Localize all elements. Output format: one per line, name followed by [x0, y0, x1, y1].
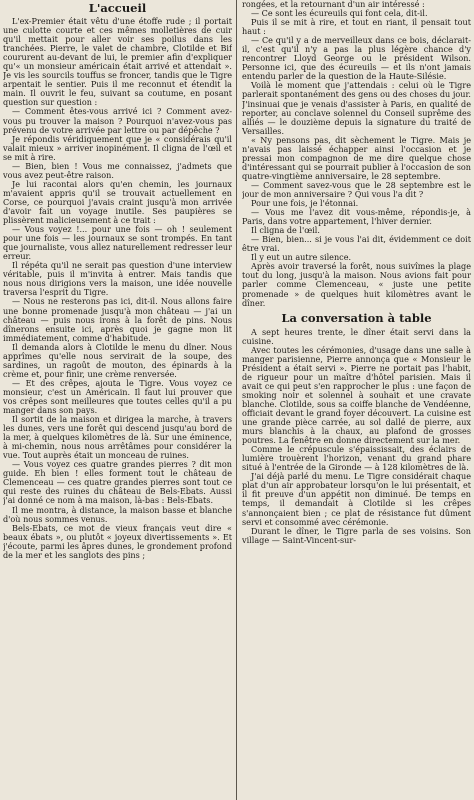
paragraph: Pour une fois, je l'étonnai. [251, 198, 359, 209]
paragraph: « Ny pensons pas, dit sèchement le Tigre. Mais je n'avais pas laissé échapper ainsi l'occasion et je pressai mon compagnon de me dire quelque chose d'intéressant qui se pourrait publier à l'occasion de son quatre-vingtième anniversaire, le 28 septembre. [242, 134, 471, 181]
paragraph: rongées, et la retournant d'un air intéressé : [242, 0, 425, 9]
paragraph: — Nous ne resterons pas ici, dit-il. Nous allons faire une bonne promenade jusqu'à mon château — j'ai un château — puis nous irons à la forêt de pins. Nous dînerons ensuite ici, après quoi je gagne mon lit immédiatement, comme d'habitude. [3, 296, 232, 343]
left-column [3, 0, 232, 800]
paragraph: — Comment savez-vous que le 28 septembre est le jour de mon anniversaire ? Qui vous l'a dit ? [242, 179, 471, 199]
paragraph: — Bien, bien ! Vous me connaissez, j'admets que vous avez peut-être raison. [3, 160, 232, 180]
paragraph: — Ce qu'il y a de merveilleux dans ce bois, déclarait-il, c'est qu'il n'y a pas la plus légère chance d'y rencontrer Lloyd George ou le président Wilson. Personne ici, que des écureuils — et ils n'ont jamais entendu parler de la question de la Haute-Silésie. [242, 35, 471, 82]
section-heading-accueil: L'accueil [88, 1, 147, 15]
paragraph: A sept heures trente, le dîner était servi dans la cuisine. [242, 326, 471, 346]
paragraph: Il me montra, à distance, la maison basse et blanche d'où nous sommes venus. [3, 504, 232, 524]
paragraph: Comme le crépuscule s'épaississait, des éclairs de lumière trouèrent l'horizon, venant du grand phare situé à l'entrée de la Gironde — à 128 kilomètres de là. [242, 444, 471, 473]
paragraph: Avec toutes les cérémonies, d'usage dans une salle à manger parisienne, Pierre annonça que « Monsieur le Président a était servi ». Pierre ne portait pas l'habit, de rigueur pour un maître d'hôtel parisien. Mais il avait ce qui peut s'en rapprocher le plus : une façon de smoking noir et solennel à souhait et une cravate blanche. Clotilde, sous sa coiffe blanche de Vendéenne, officiait devant le grand foyer découvert. La cuisine est une grande pièce carrée, au sol dallé de pierre, aux murs blanchis à la chaux, au plafond de grosses poutres. La fenêtre en donne directement sur la mer. [242, 344, 471, 446]
paragraph: Il répéta qu'il ne serait pas question d'une interview véritable, puis il m'invita à entrer. Mais tandis que nous nous dirigions vers la maison, une idée nouvelle traversa l'esprit du Tigre. [3, 260, 232, 298]
column-divider [236, 0, 237, 800]
paragraph: L'ex-Premier était vêtu d'une étoffe rude ; il portait une culotte courte et ces mêmes molletières de cuir qu'il mettait pour aller voir ses poilus dans les tranchées. Pierre, le valet de chambre, Clotilde et Bif coururent au-devant de lui, le premier afin d'expliquer qu'« un monsieur américain était arrivé et attendait ». Je vis les sourcils touffus se froncer, tandis que le Tigre arpentait le sentier. Puis il me reconnut et étendit la main. Il ouvrit le feu, suivant sa coutume, en posant question sur question : [3, 16, 232, 108]
paragraph: Après avoir traversé la forêt, nous suivîmes la plage tout du long, jusqu'à la maison. Nous avions fait pour parler comme Clemenceau, « juste une petite promenade » de quelques huit kilomètres avant le dîner. [242, 261, 471, 308]
paragraph: Je lui racontai alors qu'en chemin, les journaux m'avaient appris qu'il se trouvait actuellement en Corse, ce pourquoi j'avais craint jusqu'à mon arrivée d'avoir fait un voyage inutile. Ses paupières se plissèrent malicieusement à ce trait : [3, 178, 232, 226]
paragraph: — Ce sont les écureuils qui font cela, dit-il. [251, 8, 428, 19]
paragraph: Voilà le moment que j'attendais : celui où le Tigre parlerait spontanément des gens ou des choses du jour. J'insinuai que je venais d'assister à Paris, en qualité de reporter, au conclave solennel du Conseil suprême des alliés — le douzième depuis la signature du traité de Versailles. [242, 80, 471, 136]
paragraph: Il demanda alors à Clotilde le menu du dîner. Nous apprîmes qu'elle nous servirait de la soupe, des sardines, un ragoût de mouton, des épinards à la crème et, pour finir, une crème renversée. [3, 341, 232, 379]
paragraph: Il y eut un autre silence. [251, 252, 352, 263]
paragraph: — Vous me l'avez dit vous-même, répondis-je, à Paris, dans votre appartement, l'hiver dernier. [242, 207, 471, 227]
section-heading-conversation: La conversation à table [281, 310, 432, 325]
paragraph: Puis il se mit à rire, et tout en riant, il pensait tout haut : [242, 17, 471, 37]
paragraph: — Comment êtes-vous arrivé ici ? Comment avez-vous pu trouver la maison ? Pourquoi n'avez-vous pas prévenu de votre arrivée par lettre ou par dépêche ? [3, 106, 232, 135]
paragraph: Je répondis véridiquement que je « considérais qu'il valait mieux » arriver inopinément. Il cligna de l'œil et se mit à rire. [3, 133, 232, 162]
paragraph: — Vous voyez !... pour une fois — oh ! seulement pour une fois — les journaux se sont trompés. En tant que journaliste, vous allez naturellement redresser leur erreur. [3, 224, 232, 262]
paragraph: Il cligna de l'œil. [251, 225, 320, 236]
paragraph: J'ai déjà parlé du menu. Le Tigre considérait chaque plat d'un air approbateur lorsqu'on le lui présentait, et il fit preuve d'un appétit non diminué. De temps en temps, il demandait à Clotilde si les crêpes s'annonçaient bien ; ce plat de résistance fut dûment servi et consommé avec cérémonie. [242, 471, 471, 527]
paragraph: — Vous voyez ces quatre grandes pierres ? dit mon guide. Eh bien ! elles forment tout le château de Clemenceau — ces quatre grandes pierres sont tout ce qui reste des ruines du château de Bels-Ebats. Aussi j'ai donné ce nom à ma maison, là-bas : Bels-Ebats. [3, 459, 232, 506]
right-column [242, 0, 471, 800]
paragraph: Durant le dîner, le Tigre parla de ses voisins. Son village — Saint-Vincent-sur- [242, 525, 471, 545]
paragraph: — Et des crêpes, ajouta le Tigre. Vous voyez ce monsieur, c'est un Américain. Il faut lui prouver que vos crêpes sont meilleures que toutes celles qu'il a pu manger dans son pays. [3, 377, 232, 416]
paragraph: — Bien, bien... si je vous l'ai dit, évidemment ce doit être vrai. [242, 234, 471, 254]
paragraph: Il sortit de la maison et dirigea la marche, à travers les dunes, vers une forêt qui descend jusqu'au bord de la mer, à quelques kilomètres de là. Sur une éminence, à mi-chemin, nous nous arrêtâmes pour considérer la vue. Tout auprès était un monceau de ruines. [3, 414, 232, 461]
paragraph: Bels-Ebats, ce mot de vieux français veut dire « beaux ébats », ou plutôt « joyeux divertissements ». Et j'écoute, parmi les âpres dunes, le grondement profond de la mer et les sanglots des pins ; [3, 522, 232, 560]
